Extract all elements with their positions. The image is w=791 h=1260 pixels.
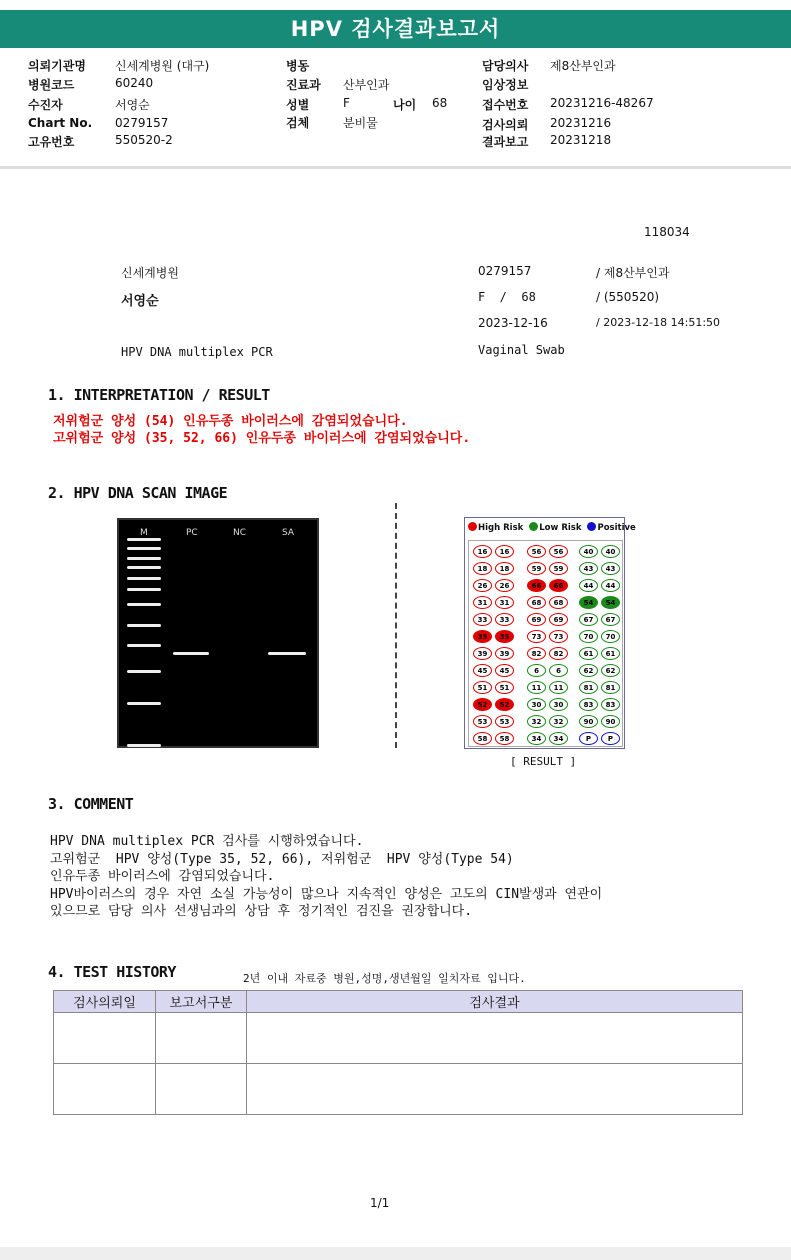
plate-well: 68 <box>549 596 568 609</box>
report-title: HPV 검사결과보고서 <box>0 10 791 48</box>
info-specimen: Vaginal Swab <box>478 343 565 357</box>
unique-label: 고유번호 <box>28 135 75 149</box>
plate-well: 26 <box>473 579 492 592</box>
plate-well: 59 <box>527 562 546 575</box>
gel-ladder-band <box>127 670 161 673</box>
info-date: 2023-12-16 <box>478 316 548 330</box>
plate-well: 54 <box>601 596 620 609</box>
sex-value: F <box>343 96 350 110</box>
plate-well: 68 <box>527 596 546 609</box>
plate-well: 33 <box>495 613 514 626</box>
plate-well: 43 <box>579 562 598 575</box>
gel-band-sa <box>268 652 306 655</box>
plate-well: 51 <box>473 681 492 694</box>
gel-ladder-band <box>127 588 161 591</box>
plate-well: 39 <box>495 647 514 660</box>
plate-well: 11 <box>527 681 546 694</box>
gel-image <box>117 518 319 748</box>
plate-well: 52 <box>495 698 514 711</box>
info-test-name: HPV DNA multiplex PCR <box>121 345 273 359</box>
plate-well: 54 <box>579 596 598 609</box>
plate-well: 70 <box>601 630 620 643</box>
history-table <box>53 990 743 1115</box>
comment-line: 인유두종 바이러스에 감염되었습니다. <box>50 869 275 884</box>
gel-label-sa: SA <box>282 528 295 538</box>
chart-value: 0279157 <box>115 116 169 130</box>
plate-well: 90 <box>601 715 620 728</box>
gel-label-pc: PC <box>186 528 198 538</box>
plate-well: 81 <box>579 681 598 694</box>
plate-well: 62 <box>601 664 620 677</box>
req-hospital-value: 신세계병원 (대구) <box>115 59 210 73</box>
section-history-title: 4. TEST HISTORY <box>48 963 176 981</box>
plate-well: 34 <box>549 732 568 745</box>
plate-well: 67 <box>601 613 620 626</box>
info-dept: / 제8산부인과 <box>596 266 670 280</box>
gel-ladder-band <box>127 624 161 627</box>
plate-well: 58 <box>473 732 492 745</box>
receipt-value: 20231216-48267 <box>550 96 654 110</box>
gel-ladder-band <box>127 538 161 541</box>
age-value: 68 <box>432 96 448 110</box>
plate-well: 61 <box>579 647 598 660</box>
plate-well: 90 <box>579 715 598 728</box>
comment-line: 있으므로 담당 의사 선생님과의 상담 후 정기적인 검진을 권장합니다. <box>50 904 473 919</box>
comment-line: 고위험군 HPV 양성(Type 35, 52, 66), 저위험군 HPV 양성(Type 54) <box>50 851 514 867</box>
plate-well: 66 <box>527 579 546 592</box>
comment-line: HPV바이러스의 경우 자연 소실 가능성이 많으나 지속적인 양성은 고도의 CIN발생과 연관이 <box>50 886 603 902</box>
plate-well: 40 <box>601 545 620 558</box>
plate-well: 16 <box>495 545 514 558</box>
history-col-type: 보고서구분 <box>156 991 247 1013</box>
plate-caption: [ RESULT ] <box>510 755 577 768</box>
plate-well: 34 <box>527 732 546 745</box>
page-number: 1/1 <box>370 1196 390 1210</box>
plate-well: 73 <box>527 630 546 643</box>
plate-well: 18 <box>473 562 492 575</box>
table-row <box>54 1013 743 1064</box>
result-line-high: 고위험군 양성 (35, 52, 66) 인유두종 바이러스에 감염되었습니다. <box>53 431 471 446</box>
legend-high: High Risk <box>478 523 524 533</box>
history-note: 2년 이내 자료중 병원,성명,생년월일 일치자료 입니다. <box>243 972 526 985</box>
plate-well: 56 <box>549 545 568 558</box>
plate-well: 66 <box>549 579 568 592</box>
age-label: 나이 <box>393 98 417 112</box>
report-value: 20231218 <box>550 133 612 147</box>
plate-well: 82 <box>549 647 568 660</box>
plate-well: 58 <box>495 732 514 745</box>
gel-ladder-band <box>127 557 161 560</box>
specimen-value: 분비물 <box>343 116 378 130</box>
info-sex-age: F / 68 <box>478 290 536 304</box>
plate-well: 83 <box>601 698 620 711</box>
plate-well: 43 <box>601 562 620 575</box>
section-interpretation-title: 1. INTERPRETATION / RESULT <box>48 386 270 404</box>
info-chart: 0279157 <box>478 264 532 278</box>
info-report-time: / 2023-12-18 14:51:50 <box>596 316 721 329</box>
plate-well: 16 <box>473 545 492 558</box>
section-scan-image-title: 2. HPV DNA SCAN IMAGE <box>48 484 228 502</box>
req-hospital-label: 의뢰기관명 <box>28 59 86 73</box>
section-comment-title: 3. COMMENT <box>48 795 134 813</box>
plate-well: P <box>601 732 620 745</box>
legend-positive: Positive <box>597 523 636 533</box>
gel-band-pc <box>173 652 209 655</box>
plate-well: 44 <box>601 579 620 592</box>
report-id: 118034 <box>644 225 690 239</box>
plate-well: 31 <box>473 596 492 609</box>
plate-well: P <box>579 732 598 745</box>
plate-well: 35 <box>473 630 492 643</box>
report-label: 결과보고 <box>482 135 529 149</box>
plate-well: 30 <box>549 698 568 711</box>
plate-well: 45 <box>495 664 514 677</box>
hospital-code-label: 병원코드 <box>28 78 75 92</box>
gel-ladder-band <box>127 744 161 747</box>
plate-well: 59 <box>549 562 568 575</box>
plate-well: 11 <box>549 681 568 694</box>
plate-well: 52 <box>473 698 492 711</box>
plate-legend <box>465 522 636 533</box>
gel-ladder-band <box>127 577 161 580</box>
patient-label: 수진자 <box>28 98 63 112</box>
gel-ladder-band <box>127 644 161 647</box>
legend-low: Low Risk <box>539 523 582 533</box>
comment-block <box>50 833 602 921</box>
plate-well: 53 <box>495 715 514 728</box>
dept-label: 진료과 <box>286 78 321 92</box>
divider-dashed <box>395 503 397 748</box>
gel-ladder-band <box>127 603 161 606</box>
plate-well: 56 <box>527 545 546 558</box>
gel-ladder-band <box>127 566 161 569</box>
plate-well: 6 <box>549 664 568 677</box>
doctor-label: 담당의사 <box>482 59 529 73</box>
unique-value: 550520-2 <box>115 133 173 147</box>
plate-well: 35 <box>495 630 514 643</box>
gel-label-m: M <box>140 528 148 538</box>
plate-well: 30 <box>527 698 546 711</box>
info-patient: 서영순 <box>121 294 159 309</box>
plate-well: 61 <box>601 647 620 660</box>
request-label: 검사의뢰 <box>482 118 529 132</box>
sex-label: 성별 <box>286 98 310 112</box>
plate-well: 40 <box>579 545 598 558</box>
result-plate <box>464 517 636 749</box>
plate-well: 69 <box>527 613 546 626</box>
low-risk-dot-icon <box>529 522 538 531</box>
hospital-code-value: 60240 <box>115 76 154 90</box>
ward-label: 병동 <box>286 59 310 73</box>
plate-well: 32 <box>549 715 568 728</box>
plate-well: 83 <box>579 698 598 711</box>
plate-well: 26 <box>495 579 514 592</box>
specimen-label: 검체 <box>286 116 310 130</box>
plate-well: 81 <box>601 681 620 694</box>
plate-well: 31 <box>495 596 514 609</box>
high-risk-dot-icon <box>468 522 477 531</box>
chart-label: Chart No. <box>28 116 93 130</box>
patient-value: 서영순 <box>115 98 150 112</box>
plate-well: 70 <box>579 630 598 643</box>
plate-grid <box>468 540 623 747</box>
comment-line: HPV DNA multiplex PCR 검사를 시행하였습니다. <box>50 834 364 849</box>
gel-label-nc: NC <box>233 528 247 538</box>
positive-dot-icon <box>587 522 596 531</box>
gel-ladder-band <box>127 547 161 550</box>
plate-well: 73 <box>549 630 568 643</box>
plate-well: 32 <box>527 715 546 728</box>
plate-well: 67 <box>579 613 598 626</box>
info-hospital: 신세계병원 <box>121 266 179 280</box>
gel-ladder-band <box>127 702 161 705</box>
plate-well: 53 <box>473 715 492 728</box>
request-value: 20231216 <box>550 116 612 130</box>
dept-value: 산부인과 <box>343 78 390 92</box>
table-row <box>54 1064 743 1115</box>
plate-well: 39 <box>473 647 492 660</box>
result-line-low: 저위험군 양성 (54) 인유두종 바이러스에 감염되었습니다. <box>53 414 408 429</box>
plate-well: 45 <box>473 664 492 677</box>
plate-well: 33 <box>473 613 492 626</box>
plate-well: 18 <box>495 562 514 575</box>
receipt-label: 접수번호 <box>482 98 529 112</box>
plate-well: 51 <box>495 681 514 694</box>
bottom-bar <box>0 1247 791 1260</box>
plate-well: 82 <box>527 647 546 660</box>
history-header-row <box>54 991 743 1013</box>
plate-well: 6 <box>527 664 546 677</box>
clinical-label: 임상정보 <box>482 78 529 92</box>
header-divider <box>0 166 791 169</box>
doctor-value: 제8산부인과 <box>550 59 616 73</box>
history-col-result: 검사결과 <box>247 991 743 1013</box>
history-col-request: 검사의뢰일 <box>54 991 156 1013</box>
plate-well: 62 <box>579 664 598 677</box>
plate-well: 69 <box>549 613 568 626</box>
info-birth: / (550520) <box>596 290 660 304</box>
plate-well: 44 <box>579 579 598 592</box>
